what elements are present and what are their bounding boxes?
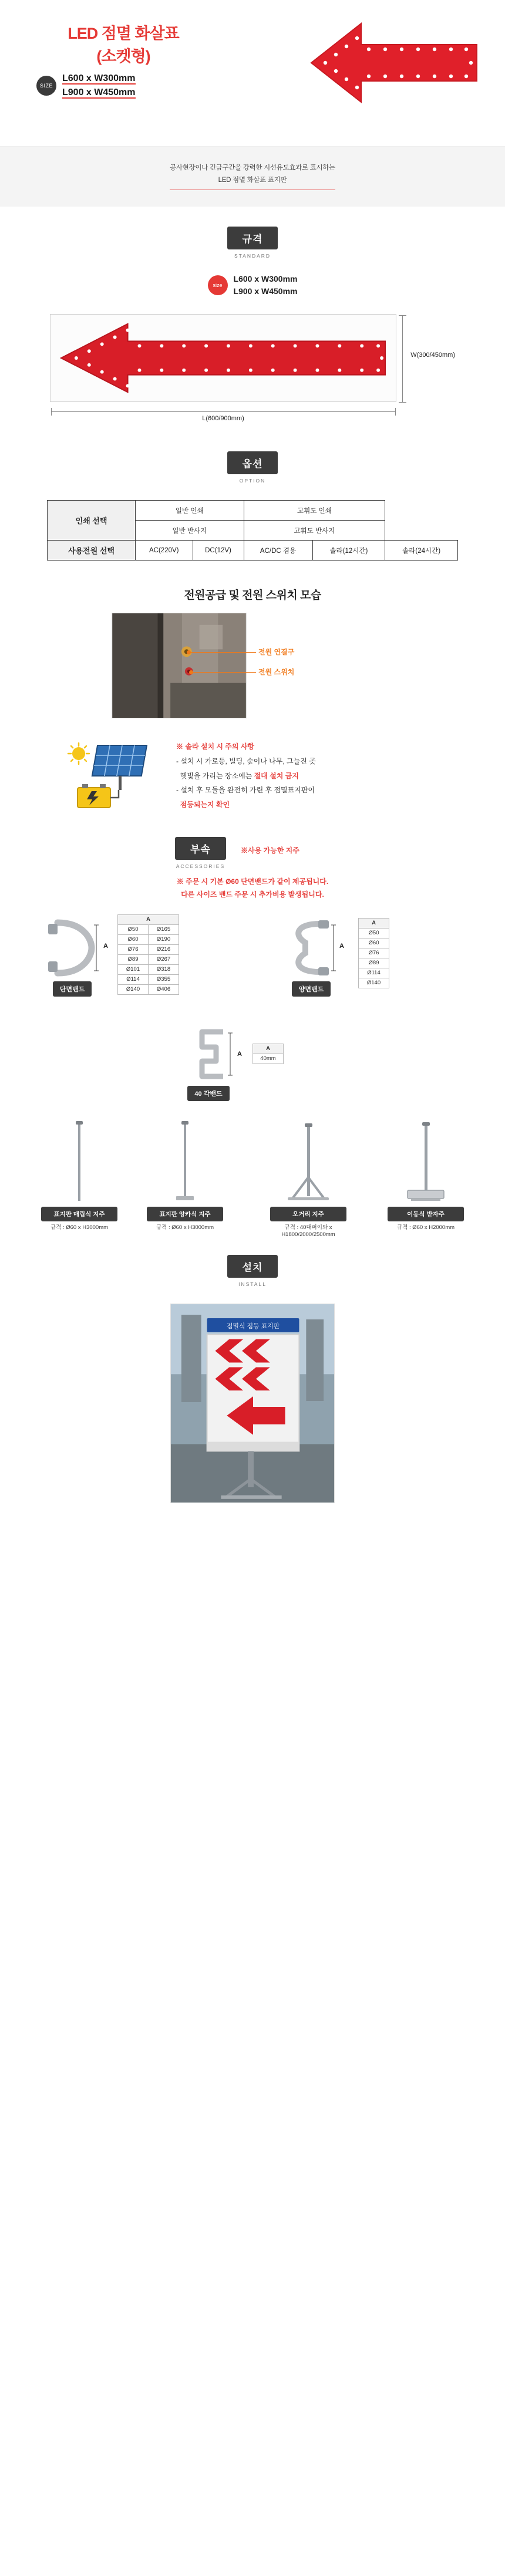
post-caption-movable: 이동식 받자주 [388, 1207, 464, 1221]
band-cell: Ø114 [359, 968, 389, 978]
band-cell: Ø318 [149, 964, 179, 974]
option-cell-solar12: 솔라(12시간) [312, 541, 385, 561]
option-heading-sub: OPTION [239, 478, 266, 484]
solar-note-line3: - 설치 후 모듈을 완전히 가린 후 점멸표지판이 [176, 786, 315, 795]
accessories-warning [47, 876, 458, 901]
hero-size-line2: L900 x W450mm [62, 87, 136, 97]
post-art-movable [376, 1121, 476, 1203]
band-cell: Ø76 [359, 948, 389, 958]
callout-label-connector: 전원 연결구 [258, 648, 295, 657]
band-area [29, 912, 476, 1018]
callout-line-switch [193, 672, 256, 673]
band-square-table-header: A [253, 1044, 284, 1054]
callout-label-switch: 전원 스위치 [258, 668, 295, 677]
table-row [118, 924, 179, 934]
power-photo-block [112, 613, 393, 718]
table-row [359, 958, 389, 968]
band-double-table [358, 918, 389, 988]
hero-arrow-graphic [305, 13, 482, 113]
band-square-block [164, 1027, 341, 1103]
band-cell: Ø190 [149, 934, 179, 944]
table-row [48, 541, 458, 561]
band-cell: Ø76 [118, 944, 149, 954]
band-cell: Ø355 [149, 974, 179, 984]
option-cell-print-normal: 일반 인쇄 [136, 501, 244, 521]
accessories-heading: 부속 [175, 837, 226, 860]
option-cell-solar24: 솔라(24시간) [385, 541, 458, 561]
option-cell-reflect-high: 고휘도 반사지 [244, 521, 385, 541]
install-heading-sub: INSTALL [238, 1281, 267, 1287]
post-item-embedded [29, 1121, 129, 1232]
table-row [359, 978, 389, 988]
hero-section [0, 0, 505, 147]
spec-heading: 규격 [227, 227, 278, 249]
band-single-illustration [40, 916, 108, 997]
page-title-line2: (소켓형) [96, 48, 150, 66]
band-cell: Ø89 [118, 954, 149, 964]
dim-length-label: L(600/900mm) [202, 415, 244, 423]
post-caption-anchor: 표지판 앙카식 지주 [147, 1207, 223, 1221]
posts-row [23, 1121, 482, 1238]
solar-panel-icon [65, 742, 159, 811]
post-item-movable [376, 1121, 476, 1232]
post-art-anchor [135, 1121, 235, 1203]
solar-section [65, 740, 440, 815]
intro-line1: 공사현장이나 긴급구간을 강력한 시선유도효과로 표시하는 [170, 164, 335, 171]
size-badge: SIZE [36, 76, 56, 96]
band-double-illustration [282, 916, 344, 997]
table-row [118, 914, 179, 924]
post-item-auger [258, 1121, 358, 1240]
table-row [359, 948, 389, 958]
band-single-mark: A [103, 942, 108, 950]
dim-horizontal-line [51, 411, 395, 412]
option-table [47, 500, 458, 561]
table-row [118, 964, 179, 974]
band-double-mark: A [339, 942, 344, 950]
band-cell: Ø101 [118, 964, 149, 974]
option-cell-print-high: 고휘도 인쇄 [244, 501, 385, 521]
solar-note-line2-highlight: 절대 설치 금지 [254, 771, 299, 780]
post-spec-embedded: 규격 : Ø60 x H3000mm [50, 1224, 109, 1231]
band-cell: 40mm [253, 1054, 284, 1064]
table-row [118, 944, 179, 954]
dimension-diagram [50, 314, 455, 426]
band-cell: Ø267 [149, 954, 179, 964]
option-row-label-print: 인쇄 선택 [48, 501, 136, 541]
spec-size-row [0, 273, 505, 298]
band-square-caption: 40 각밴드 [187, 1086, 229, 1101]
table-row [359, 918, 389, 928]
dim-width-label: W(300/450mm) [410, 352, 455, 359]
table-row [118, 934, 179, 944]
band-cell: Ø140 [118, 984, 149, 994]
intro-line2: LED 점멸 화살표 표지판 [218, 176, 287, 184]
table-row [118, 954, 179, 964]
band-single-icon [40, 916, 105, 980]
option-cell-dc12: DC(12V) [193, 541, 244, 561]
sign-panel-illustration [50, 314, 396, 402]
band-cell: Ø114 [118, 974, 149, 984]
svg-text:점멸식 점등 표지판: 점멸식 점등 표지판 [226, 1322, 280, 1330]
band-single-table-header: A [118, 914, 179, 924]
post-art-auger [258, 1121, 358, 1203]
table-row [118, 984, 179, 994]
hero-size-row [36, 72, 136, 100]
band-cell: Ø89 [359, 958, 389, 968]
table-row [118, 974, 179, 984]
post-caption-auger: 오거리 지주 [270, 1207, 346, 1221]
accessories-heading-group [175, 837, 226, 869]
post-spec-movable: 규격 : Ø60 x H2000mm [396, 1224, 455, 1231]
post-spec-anchor: 규격 : Ø60 x H3000mm [156, 1224, 214, 1231]
table-row [359, 968, 389, 978]
solar-note-line4-highlight: 점등되는지 확인 [180, 800, 230, 809]
spec-size-badge: size [208, 275, 228, 295]
band-square-table [253, 1044, 284, 1064]
install-photo [170, 1304, 335, 1503]
post-art-embedded [29, 1121, 129, 1203]
option-cell-acdc: AC/DC 겸용 [244, 541, 312, 561]
dim-vertical-tick-bottom [399, 402, 406, 403]
spec-size-line2: L900 x W450mm [233, 286, 298, 296]
option-cell-ac220: AC(220V) [136, 541, 193, 561]
dim-vertical-tick-top [399, 315, 406, 316]
solar-note-line4 [176, 798, 316, 812]
band-cell: Ø60 [359, 938, 389, 948]
install-heading: 설치 [227, 1255, 278, 1278]
accessories-warning-line2: 다른 사이즈 밴드 주문 시 추가비용 발생됩니다. [181, 890, 324, 899]
option-heading: 옵션 [227, 451, 278, 474]
band-double-caption: 양면밴드 [292, 981, 331, 997]
solar-note-title: ※ 솔라 설치 시 주의 사항 [176, 742, 254, 751]
post-spec-auger [258, 1224, 358, 1240]
post-spec-auger-line2: H1800/2000/2500mm [281, 1231, 335, 1238]
accessories-heading-sub: ACCESSORIES [176, 863, 225, 870]
power-connector-photo [112, 613, 247, 718]
solar-note-line1: - 설치 시 가로등, 빌딩, 숲이나 나무, 그늘진 곳 [176, 757, 316, 765]
option-cell-reflect-normal: 일반 반사지 [136, 521, 244, 541]
spec-heading-block [0, 207, 505, 262]
option-heading-block [0, 426, 505, 487]
dim-vertical-line [402, 315, 403, 402]
power-section-title: 전원공급 및 전원 스위치 모습 [184, 589, 321, 602]
table-row [48, 501, 458, 521]
band-cell: Ø406 [149, 984, 179, 994]
hero-size-text [62, 72, 136, 100]
band-cell: Ø216 [149, 944, 179, 954]
band-cell: Ø140 [359, 978, 389, 988]
accessories-heading-block [47, 837, 458, 870]
solar-note-line2: 햇빛을 가리는 장소에는 절대 설치 금지 [176, 771, 299, 780]
band-cell: Ø50 [118, 924, 149, 934]
spec-size-line1: L600 x W300mm [233, 274, 298, 284]
spec-heading-sub: STANDARD [234, 253, 271, 259]
install-heading-block [0, 1233, 505, 1291]
accessories-warning-line1: ※ 주문 시 기본 Ø60 단면밴드가 같이 제공됩니다. [176, 877, 329, 886]
table-row [359, 938, 389, 948]
table-row [359, 928, 389, 938]
table-row [253, 1044, 284, 1054]
hero-size-line1: L600 x W300mm [62, 73, 136, 83]
callout-line-connector [190, 652, 256, 653]
band-single-caption: 단면밴드 [53, 981, 92, 997]
accessories-note: ※사용 가능한 지주 [241, 846, 299, 855]
page-title [26, 22, 220, 68]
intro-band [0, 147, 505, 207]
band-cell: Ø50 [359, 928, 389, 938]
post-spec-auger-line1: 규격 : 40대퍼이와 x [284, 1224, 332, 1231]
band-square-mark: A [237, 1050, 242, 1058]
table-row [253, 1054, 284, 1064]
band-cell: Ø165 [149, 924, 179, 934]
post-item-anchor [135, 1121, 235, 1232]
band-square-icon [182, 1027, 235, 1084]
solar-notes [176, 740, 316, 812]
band-cell: Ø60 [118, 934, 149, 944]
post-caption-embedded: 표지판 매립식 지주 [41, 1207, 117, 1221]
spec-size-text [234, 273, 298, 298]
band-single-table [117, 914, 179, 995]
intro-text [170, 162, 335, 190]
page-title-line1: LED 점멸 화살표 [68, 25, 179, 42]
option-row-label-power: 사용전원 선택 [48, 541, 136, 561]
band-double-table-header: A [359, 918, 389, 928]
band-double-icon [282, 916, 341, 980]
